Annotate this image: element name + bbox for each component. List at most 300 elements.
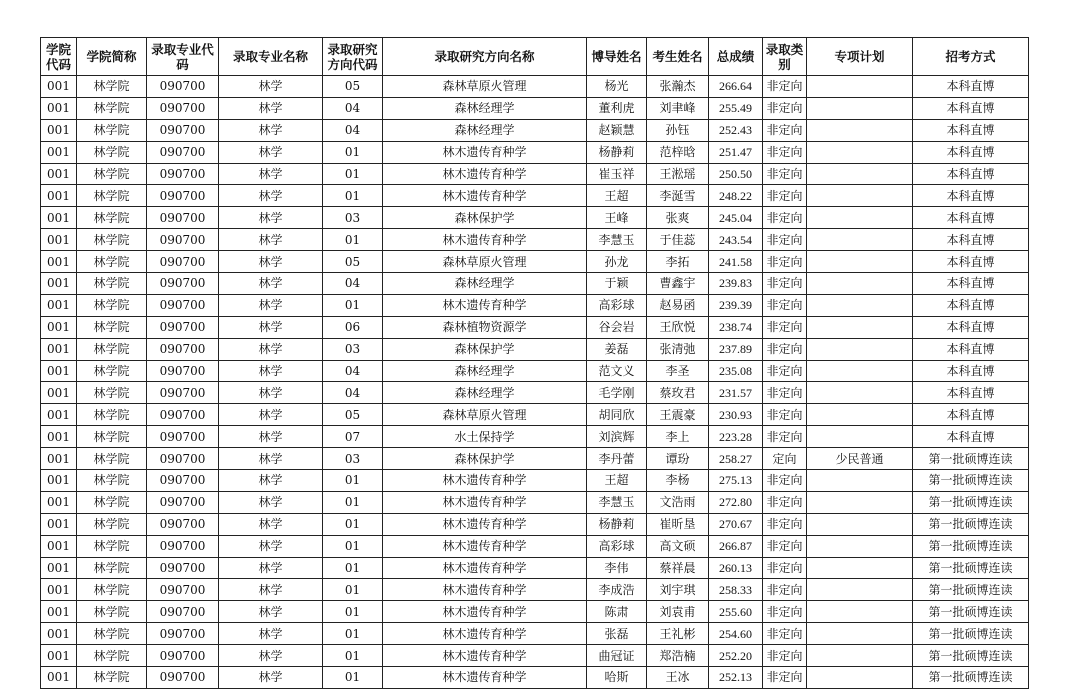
cell-total-score: 252.20 — [709, 645, 763, 667]
cell-direction-name: 森林保护学 — [383, 338, 587, 360]
cell-major-name: 林学 — [219, 185, 323, 207]
cell-direction-code: 01 — [323, 491, 383, 513]
cell-admission-type: 非定向 — [763, 76, 807, 98]
cell-admission-type: 非定向 — [763, 141, 807, 163]
cell-total-score: 235.08 — [709, 360, 763, 382]
cell-college-name: 林学院 — [77, 119, 147, 141]
cell-supervisor: 杨静莉 — [587, 513, 647, 535]
cell-major-code: 090700 — [147, 273, 219, 295]
cell-candidate: 刘袁甫 — [647, 601, 709, 623]
cell-supervisor: 李丹蕾 — [587, 448, 647, 470]
cell-special-plan — [807, 491, 913, 513]
table-row — [41, 448, 1029, 470]
cell-direction-name: 林木遗传育种学 — [383, 601, 587, 623]
cell-direction-code: 05 — [323, 76, 383, 98]
cell-special-plan — [807, 382, 913, 404]
cell-major-name: 林学 — [219, 141, 323, 163]
cell-college-name: 林学院 — [77, 448, 147, 470]
cell-direction-code: 01 — [323, 294, 383, 316]
cell-total-score: 270.67 — [709, 513, 763, 535]
cell-direction-name: 森林经理学 — [383, 97, 587, 119]
cell-college-name: 林学院 — [77, 316, 147, 338]
cell-supervisor: 王峰 — [587, 207, 647, 229]
cell-college-name: 林学院 — [77, 623, 147, 645]
cell-candidate: 赵易函 — [647, 294, 709, 316]
cell-direction-code: 05 — [323, 404, 383, 426]
cell-admission-type: 非定向 — [763, 119, 807, 141]
cell-college-name: 林学院 — [77, 513, 147, 535]
cell-direction-code: 04 — [323, 382, 383, 404]
cell-supervisor: 董利虎 — [587, 97, 647, 119]
cell-college-code: 001 — [41, 535, 77, 557]
table-row — [41, 76, 1029, 98]
cell-exam-method: 本科直博 — [913, 141, 1029, 163]
cell-exam-method: 本科直博 — [913, 273, 1029, 295]
table-row — [41, 470, 1029, 492]
cell-major-name: 林学 — [219, 579, 323, 601]
cell-total-score: 252.43 — [709, 119, 763, 141]
cell-supervisor: 高彩球 — [587, 294, 647, 316]
cell-major-code: 090700 — [147, 360, 219, 382]
cell-college-name: 林学院 — [77, 76, 147, 98]
cell-exam-method: 本科直博 — [913, 316, 1029, 338]
cell-total-score: 255.60 — [709, 601, 763, 623]
cell-major-name: 林学 — [219, 97, 323, 119]
cell-major-code: 090700 — [147, 207, 219, 229]
cell-admission-type: 非定向 — [763, 557, 807, 579]
cell-college-name: 林学院 — [77, 294, 147, 316]
cell-total-score: 243.54 — [709, 229, 763, 251]
cell-special-plan — [807, 338, 913, 360]
table-row — [41, 491, 1029, 513]
cell-admission-type: 非定向 — [763, 513, 807, 535]
cell-candidate: 李圣 — [647, 360, 709, 382]
cell-exam-method: 第一批硕博连读 — [913, 667, 1029, 689]
cell-college-code: 001 — [41, 360, 77, 382]
cell-total-score: 239.83 — [709, 273, 763, 295]
cell-total-score: 223.28 — [709, 426, 763, 448]
cell-supervisor: 刘滨辉 — [587, 426, 647, 448]
cell-major-code: 090700 — [147, 579, 219, 601]
cell-special-plan — [807, 645, 913, 667]
cell-exam-method: 本科直博 — [913, 119, 1029, 141]
cell-major-code: 090700 — [147, 76, 219, 98]
cell-total-score: 258.33 — [709, 579, 763, 601]
table-row — [41, 513, 1029, 535]
cell-special-plan — [807, 294, 913, 316]
cell-college-name: 林学院 — [77, 557, 147, 579]
cell-college-code: 001 — [41, 382, 77, 404]
header-major-name: 录取专业名称 — [219, 38, 323, 76]
cell-direction-name: 森林保护学 — [383, 448, 587, 470]
cell-exam-method: 第一批硕博连读 — [913, 448, 1029, 470]
cell-college-code: 001 — [41, 404, 77, 426]
cell-college-code: 001 — [41, 623, 77, 645]
cell-candidate: 张爽 — [647, 207, 709, 229]
table-row — [41, 601, 1029, 623]
cell-direction-name: 林木遗传育种学 — [383, 163, 587, 185]
cell-major-name: 林学 — [219, 667, 323, 689]
header-candidate: 考生姓名 — [647, 38, 709, 76]
cell-major-code: 090700 — [147, 316, 219, 338]
table-row — [41, 316, 1029, 338]
cell-candidate: 蔡祥晨 — [647, 557, 709, 579]
cell-candidate: 高文硕 — [647, 535, 709, 557]
cell-exam-method: 本科直博 — [913, 338, 1029, 360]
cell-total-score: 231.57 — [709, 382, 763, 404]
cell-total-score: 258.27 — [709, 448, 763, 470]
cell-direction-code: 04 — [323, 360, 383, 382]
header-admission-type: 录取类别 — [763, 38, 807, 76]
table-row — [41, 426, 1029, 448]
cell-exam-method: 第一批硕博连读 — [913, 470, 1029, 492]
cell-admission-type: 非定向 — [763, 382, 807, 404]
cell-exam-method: 第一批硕博连读 — [913, 535, 1029, 557]
table-row — [41, 185, 1029, 207]
cell-direction-name: 林木遗传育种学 — [383, 535, 587, 557]
cell-exam-method: 本科直博 — [913, 404, 1029, 426]
cell-college-name: 林学院 — [77, 491, 147, 513]
cell-major-name: 林学 — [219, 535, 323, 557]
cell-supervisor: 胡同欣 — [587, 404, 647, 426]
cell-special-plan — [807, 273, 913, 295]
cell-special-plan — [807, 579, 913, 601]
cell-college-code: 001 — [41, 76, 77, 98]
cell-total-score: 238.74 — [709, 316, 763, 338]
cell-college-name: 林学院 — [77, 535, 147, 557]
cell-special-plan — [807, 207, 913, 229]
header-special-plan: 专项计划 — [807, 38, 913, 76]
cell-admission-type: 非定向 — [763, 316, 807, 338]
cell-college-name: 林学院 — [77, 360, 147, 382]
cell-admission-type: 非定向 — [763, 360, 807, 382]
cell-supervisor: 赵颖慧 — [587, 119, 647, 141]
cell-admission-type: 非定向 — [763, 185, 807, 207]
cell-total-score: 237.89 — [709, 338, 763, 360]
cell-college-name: 林学院 — [77, 207, 147, 229]
cell-candidate: 李杨 — [647, 470, 709, 492]
table-row — [41, 251, 1029, 273]
header-college-code: 学院代码 — [41, 38, 77, 76]
cell-direction-name: 森林草原火管理 — [383, 251, 587, 273]
cell-major-code: 090700 — [147, 404, 219, 426]
cell-major-name: 林学 — [219, 316, 323, 338]
cell-special-plan — [807, 623, 913, 645]
cell-major-name: 林学 — [219, 623, 323, 645]
cell-admission-type: 非定向 — [763, 163, 807, 185]
cell-direction-code: 03 — [323, 207, 383, 229]
cell-candidate: 王欣悦 — [647, 316, 709, 338]
cell-major-code: 090700 — [147, 163, 219, 185]
cell-direction-code: 01 — [323, 163, 383, 185]
cell-candidate: 崔昕垦 — [647, 513, 709, 535]
cell-direction-name: 森林草原火管理 — [383, 404, 587, 426]
cell-admission-type: 非定向 — [763, 273, 807, 295]
cell-candidate: 李拓 — [647, 251, 709, 273]
cell-college-code: 001 — [41, 119, 77, 141]
cell-supervisor: 王超 — [587, 470, 647, 492]
header-direction-name: 录取研究方向名称 — [383, 38, 587, 76]
cell-major-code: 090700 — [147, 229, 219, 251]
cell-supervisor: 李慧玉 — [587, 229, 647, 251]
cell-total-score: 266.87 — [709, 535, 763, 557]
table-row — [41, 360, 1029, 382]
cell-supervisor: 孙龙 — [587, 251, 647, 273]
cell-special-plan — [807, 163, 913, 185]
cell-candidate: 蔡玫君 — [647, 382, 709, 404]
cell-supervisor: 李伟 — [587, 557, 647, 579]
cell-admission-type: 非定向 — [763, 294, 807, 316]
cell-college-code: 001 — [41, 185, 77, 207]
table-row — [41, 229, 1029, 251]
cell-major-code: 090700 — [147, 513, 219, 535]
cell-major-code: 090700 — [147, 667, 219, 689]
cell-direction-name: 林木遗传育种学 — [383, 557, 587, 579]
cell-admission-type: 非定向 — [763, 97, 807, 119]
cell-special-plan — [807, 470, 913, 492]
cell-supervisor: 李成浩 — [587, 579, 647, 601]
cell-exam-method: 第一批硕博连读 — [913, 601, 1029, 623]
cell-college-name: 林学院 — [77, 251, 147, 273]
cell-direction-name: 林木遗传育种学 — [383, 513, 587, 535]
cell-exam-method: 第一批硕博连读 — [913, 513, 1029, 535]
cell-candidate: 王震豪 — [647, 404, 709, 426]
cell-admission-type: 非定向 — [763, 623, 807, 645]
cell-major-code: 090700 — [147, 470, 219, 492]
cell-special-plan: 少民普通 — [807, 448, 913, 470]
cell-major-name: 林学 — [219, 557, 323, 579]
cell-college-code: 001 — [41, 229, 77, 251]
cell-candidate: 刘宇琪 — [647, 579, 709, 601]
cell-exam-method: 第一批硕博连读 — [913, 579, 1029, 601]
cell-supervisor: 曲冠证 — [587, 645, 647, 667]
cell-total-score: 251.47 — [709, 141, 763, 163]
cell-candidate: 孙钰 — [647, 119, 709, 141]
cell-special-plan — [807, 185, 913, 207]
cell-college-name: 林学院 — [77, 229, 147, 251]
cell-direction-name: 森林植物资源学 — [383, 316, 587, 338]
cell-major-name: 林学 — [219, 601, 323, 623]
cell-college-code: 001 — [41, 579, 77, 601]
cell-major-name: 林学 — [219, 229, 323, 251]
cell-major-code: 090700 — [147, 535, 219, 557]
cell-total-score: 272.80 — [709, 491, 763, 513]
cell-direction-name: 林木遗传育种学 — [383, 185, 587, 207]
cell-special-plan — [807, 557, 913, 579]
cell-college-code: 001 — [41, 141, 77, 163]
table-row — [41, 119, 1029, 141]
cell-college-code: 001 — [41, 207, 77, 229]
cell-total-score: 230.93 — [709, 404, 763, 426]
cell-exam-method: 第一批硕博连读 — [913, 645, 1029, 667]
cell-supervisor: 高彩球 — [587, 535, 647, 557]
cell-major-name: 林学 — [219, 119, 323, 141]
cell-college-name: 林学院 — [77, 382, 147, 404]
cell-exam-method: 本科直博 — [913, 97, 1029, 119]
cell-candidate: 刘聿峰 — [647, 97, 709, 119]
cell-major-code: 090700 — [147, 382, 219, 404]
cell-exam-method: 本科直博 — [913, 207, 1029, 229]
cell-supervisor: 崔玉祥 — [587, 163, 647, 185]
cell-admission-type: 定向 — [763, 448, 807, 470]
cell-supervisor: 哈斯 — [587, 667, 647, 689]
cell-direction-name: 森林草原火管理 — [383, 76, 587, 98]
cell-admission-type: 非定向 — [763, 491, 807, 513]
cell-college-code: 001 — [41, 426, 77, 448]
cell-college-name: 林学院 — [77, 645, 147, 667]
table-row — [41, 338, 1029, 360]
cell-direction-code: 04 — [323, 273, 383, 295]
cell-admission-type: 非定向 — [763, 404, 807, 426]
cell-special-plan — [807, 667, 913, 689]
cell-major-code: 090700 — [147, 185, 219, 207]
table-row — [41, 404, 1029, 426]
cell-candidate: 郑浩楠 — [647, 645, 709, 667]
cell-candidate: 范梓晗 — [647, 141, 709, 163]
table-row — [41, 645, 1029, 667]
cell-major-code: 090700 — [147, 448, 219, 470]
cell-direction-name: 林木遗传育种学 — [383, 579, 587, 601]
cell-direction-code: 01 — [323, 667, 383, 689]
cell-direction-code: 01 — [323, 513, 383, 535]
cell-college-code: 001 — [41, 273, 77, 295]
cell-special-plan — [807, 404, 913, 426]
cell-major-code: 090700 — [147, 426, 219, 448]
cell-special-plan — [807, 229, 913, 251]
cell-special-plan — [807, 601, 913, 623]
header-total-score: 总成绩 — [709, 38, 763, 76]
cell-major-code: 090700 — [147, 97, 219, 119]
cell-major-name: 林学 — [219, 470, 323, 492]
cell-admission-type: 非定向 — [763, 535, 807, 557]
cell-exam-method: 本科直博 — [913, 251, 1029, 273]
cell-major-name: 林学 — [219, 426, 323, 448]
cell-direction-name: 林木遗传育种学 — [383, 645, 587, 667]
cell-exam-method: 第一批硕博连读 — [913, 557, 1029, 579]
cell-college-name: 林学院 — [77, 163, 147, 185]
cell-direction-name: 林木遗传育种学 — [383, 667, 587, 689]
cell-major-name: 林学 — [219, 491, 323, 513]
table-row — [41, 273, 1029, 295]
cell-major-name: 林学 — [219, 404, 323, 426]
cell-direction-code: 01 — [323, 470, 383, 492]
table-body — [41, 76, 1029, 689]
cell-major-name: 林学 — [219, 273, 323, 295]
cell-candidate: 王淞瑶 — [647, 163, 709, 185]
cell-college-code: 001 — [41, 645, 77, 667]
cell-major-name: 林学 — [219, 382, 323, 404]
cell-exam-method: 本科直博 — [913, 382, 1029, 404]
cell-college-name: 林学院 — [77, 426, 147, 448]
header-college-name: 学院简称 — [77, 38, 147, 76]
cell-direction-name: 森林经理学 — [383, 273, 587, 295]
cell-major-name: 林学 — [219, 163, 323, 185]
cell-candidate: 张清弛 — [647, 338, 709, 360]
cell-special-plan — [807, 141, 913, 163]
cell-major-code: 090700 — [147, 294, 219, 316]
cell-admission-type: 非定向 — [763, 338, 807, 360]
cell-direction-code: 05 — [323, 251, 383, 273]
admissions-table — [40, 37, 1029, 689]
cell-major-name: 林学 — [219, 251, 323, 273]
cell-supervisor: 姜磊 — [587, 338, 647, 360]
cell-college-code: 001 — [41, 294, 77, 316]
cell-direction-code: 01 — [323, 645, 383, 667]
cell-major-name: 林学 — [219, 207, 323, 229]
table-row — [41, 382, 1029, 404]
cell-candidate: 李上 — [647, 426, 709, 448]
cell-direction-code: 01 — [323, 141, 383, 163]
table-row — [41, 535, 1029, 557]
cell-major-name: 林学 — [219, 338, 323, 360]
table-row — [41, 97, 1029, 119]
cell-college-code: 001 — [41, 667, 77, 689]
cell-direction-name: 林木遗传育种学 — [383, 470, 587, 492]
cell-college-code: 001 — [41, 338, 77, 360]
cell-direction-name: 林木遗传育种学 — [383, 294, 587, 316]
cell-major-name: 林学 — [219, 76, 323, 98]
cell-supervisor: 李慧玉 — [587, 491, 647, 513]
header-direction-code: 录取研究方向代码 — [323, 38, 383, 76]
cell-total-score: 255.49 — [709, 97, 763, 119]
cell-direction-name: 林木遗传育种学 — [383, 623, 587, 645]
cell-major-code: 090700 — [147, 491, 219, 513]
cell-supervisor: 杨静莉 — [587, 141, 647, 163]
cell-exam-method: 本科直博 — [913, 426, 1029, 448]
cell-direction-name: 水土保持学 — [383, 426, 587, 448]
cell-total-score: 248.22 — [709, 185, 763, 207]
cell-college-code: 001 — [41, 97, 77, 119]
table-row — [41, 623, 1029, 645]
cell-admission-type: 非定向 — [763, 251, 807, 273]
cell-major-name: 林学 — [219, 360, 323, 382]
cell-exam-method: 本科直博 — [913, 185, 1029, 207]
cell-special-plan — [807, 513, 913, 535]
cell-major-code: 090700 — [147, 338, 219, 360]
cell-admission-type: 非定向 — [763, 207, 807, 229]
cell-major-code: 090700 — [147, 645, 219, 667]
table-row — [41, 207, 1029, 229]
cell-total-score: 245.04 — [709, 207, 763, 229]
cell-exam-method: 本科直博 — [913, 229, 1029, 251]
cell-direction-code: 01 — [323, 557, 383, 579]
cell-candidate: 谭玢 — [647, 448, 709, 470]
cell-major-code: 090700 — [147, 557, 219, 579]
cell-direction-name: 森林经理学 — [383, 382, 587, 404]
table-row — [41, 557, 1029, 579]
cell-college-code: 001 — [41, 316, 77, 338]
cell-college-code: 001 — [41, 251, 77, 273]
cell-direction-name: 森林经理学 — [383, 360, 587, 382]
cell-admission-type: 非定向 — [763, 229, 807, 251]
cell-direction-code: 04 — [323, 97, 383, 119]
cell-major-name: 林学 — [219, 513, 323, 535]
cell-direction-code: 03 — [323, 448, 383, 470]
cell-special-plan — [807, 97, 913, 119]
cell-college-name: 林学院 — [77, 273, 147, 295]
cell-major-name: 林学 — [219, 448, 323, 470]
cell-college-name: 林学院 — [77, 185, 147, 207]
cell-candidate: 于佳蕊 — [647, 229, 709, 251]
cell-college-code: 001 — [41, 601, 77, 623]
cell-total-score: 239.39 — [709, 294, 763, 316]
table-row — [41, 294, 1029, 316]
cell-special-plan — [807, 535, 913, 557]
cell-direction-name: 森林经理学 — [383, 119, 587, 141]
cell-direction-code: 01 — [323, 623, 383, 645]
cell-total-score: 252.13 — [709, 667, 763, 689]
cell-college-name: 林学院 — [77, 404, 147, 426]
